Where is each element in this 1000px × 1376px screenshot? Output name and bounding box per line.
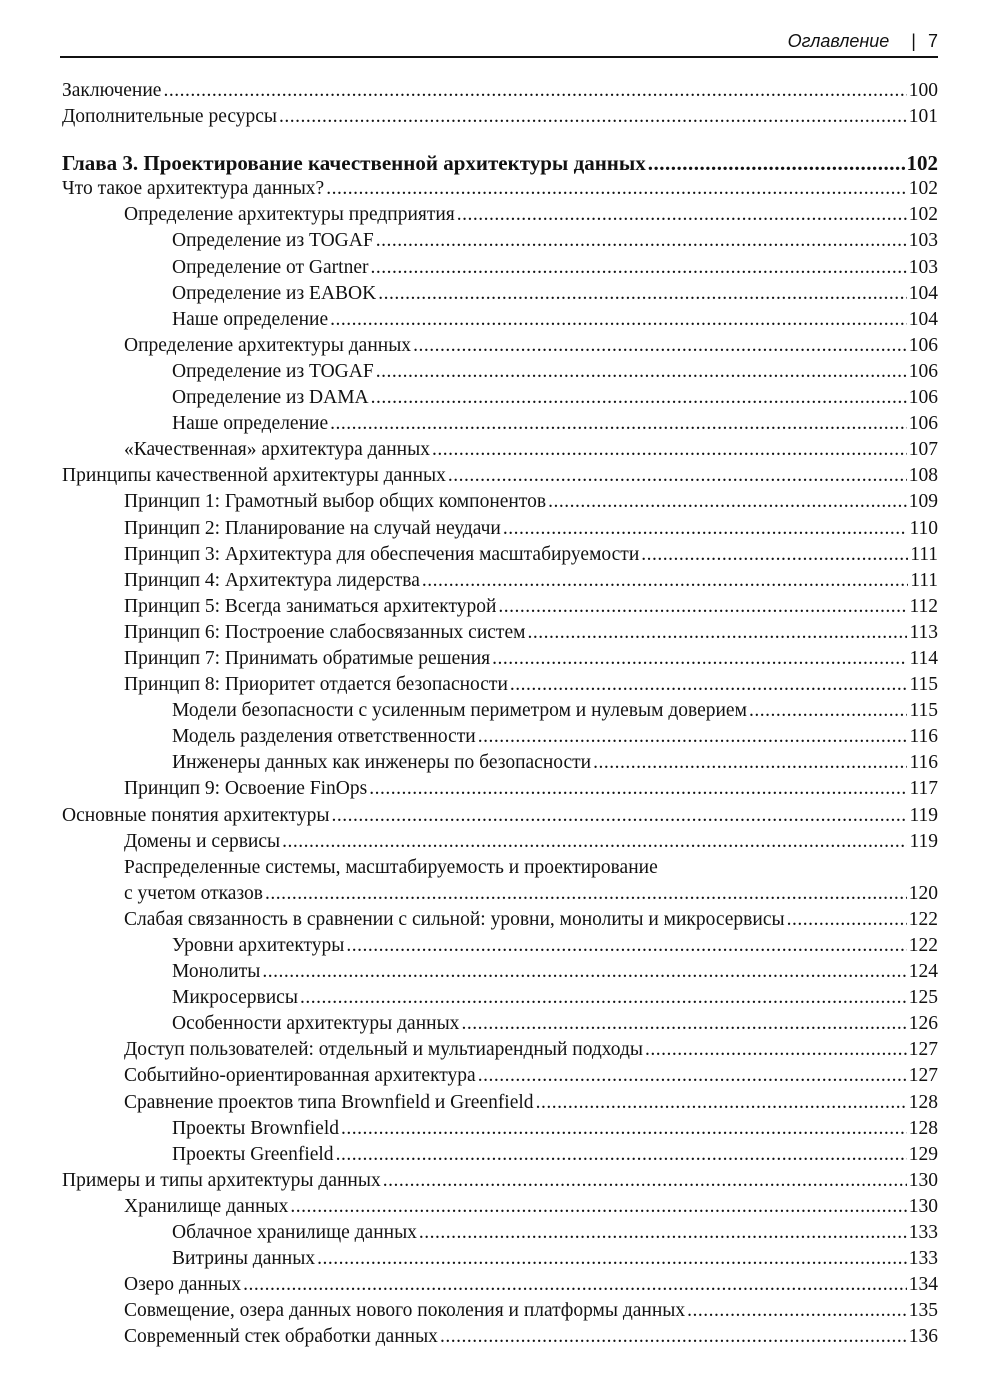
- toc-entry[interactable]: [62, 620, 938, 646]
- toc-entry-page: 117: [909, 778, 938, 800]
- toc-entry-page: 116: [909, 726, 938, 748]
- toc-entry[interactable]: [62, 1220, 938, 1246]
- toc-entry[interactable]: [62, 698, 938, 724]
- toc-entry-title: Инженеры данных как инженеры по безопасности: [172, 752, 592, 774]
- dot-leader: [370, 255, 906, 281]
- dot-leader: [787, 907, 907, 933]
- toc-entry-page: 100: [908, 80, 938, 101]
- dot-leader: [641, 542, 908, 568]
- toc-entry[interactable]: [62, 1011, 938, 1037]
- dot-leader: [492, 646, 907, 672]
- toc-entry[interactable]: [62, 104, 938, 130]
- toc-entry-title: Основные понятия архитектуры: [62, 804, 330, 826]
- toc-entry-page: 102: [906, 151, 938, 176]
- toc-entry-page: 130: [908, 1195, 938, 1217]
- toc-entry-title: Особенности архитектуры данных: [172, 1013, 460, 1035]
- table-of-contents: [62, 78, 938, 1351]
- toc-entry[interactable]: [62, 463, 938, 489]
- toc-entry-title: Что такое архитектура данных?: [62, 178, 325, 200]
- dot-leader: [346, 933, 906, 959]
- toc-entry-page: 101: [908, 106, 938, 128]
- toc-entry-page: 114: [909, 647, 938, 669]
- toc-entry[interactable]: [62, 437, 938, 463]
- toc-entry-title: Принцип 4: Архитектура лидерства: [124, 569, 420, 591]
- toc-entry[interactable]: [62, 516, 938, 542]
- toc-entry-page: 103: [908, 256, 938, 278]
- dot-leader: [317, 1246, 907, 1272]
- toc-entry-title: Принцип 2: Планирование на случай неудачи: [124, 517, 501, 539]
- toc-entry-title: Принцип 7: Принимать обратимые решения: [124, 647, 491, 669]
- toc-entry-title: Хранилище данных: [124, 1195, 289, 1217]
- dot-leader: [163, 78, 906, 104]
- toc-entry[interactable]: [62, 385, 938, 411]
- dot-leader: [432, 437, 907, 463]
- toc-entry[interactable]: [62, 985, 938, 1011]
- toc-entry[interactable]: [62, 202, 938, 228]
- toc-entry[interactable]: [62, 255, 938, 281]
- toc-entry-page: 122: [908, 935, 938, 956]
- toc-entry-title: Наше определение: [172, 413, 329, 435]
- toc-chapter-entry[interactable]: [62, 150, 938, 176]
- toc-entry-page: 133: [908, 1248, 938, 1270]
- toc-entry-title: Принцип 8: Приоритет отдается безопасности: [124, 674, 508, 696]
- toc-entry-title: Принцип 6: Построение слабосвязанных систем: [124, 621, 526, 643]
- dot-leader: [376, 228, 907, 254]
- toc-entry-page: 106: [908, 360, 938, 382]
- dot-leader: [593, 750, 907, 776]
- toc-entry[interactable]: [62, 829, 938, 855]
- toc-entry[interactable]: [62, 1142, 938, 1168]
- toc-entry-page: 109: [908, 491, 938, 513]
- page-number: 7: [927, 31, 938, 51]
- toc-entry-title: «Качественная» архитектура данных: [124, 439, 430, 461]
- toc-entry[interactable]: [62, 672, 938, 698]
- toc-entry[interactable]: [62, 881, 938, 907]
- toc-entry-title: Уровни архитектуры: [172, 935, 345, 956]
- dot-leader: [440, 1324, 907, 1350]
- toc-entry-page: 111: [910, 569, 938, 591]
- toc-entry-title: Микросервисы: [172, 987, 298, 1009]
- toc-entry-page: 111: [910, 543, 938, 565]
- toc-entry-page: 125: [908, 987, 938, 1009]
- dot-leader: [383, 1168, 907, 1194]
- dot-leader: [262, 959, 906, 985]
- dot-leader: [341, 1116, 907, 1142]
- toc-entry[interactable]: [62, 1037, 938, 1063]
- section-title: Оглавление: [787, 31, 890, 51]
- toc-entry[interactable]: [62, 1063, 938, 1089]
- toc-entry-page: 127: [908, 1039, 938, 1061]
- toc-entry-page: 127: [908, 1065, 938, 1087]
- toc-entry-title: Слабая связанность в сравнении с сильной: уровни, монолиты и микросервисы: [124, 908, 785, 930]
- toc-entry-title: Модель разделения ответственности: [172, 726, 476, 748]
- toc-entry[interactable]: [62, 594, 938, 620]
- header-separator: |: [911, 31, 916, 51]
- toc-entry-title: Принцип 5: Всегда заниматься архитектурой: [124, 595, 497, 617]
- dot-leader: [279, 104, 907, 130]
- dot-leader: [330, 411, 907, 437]
- toc-entry-page: 136: [908, 1326, 938, 1348]
- toc-entry-page: 104: [908, 282, 938, 304]
- dot-leader: [645, 1037, 907, 1063]
- dot-leader: [369, 776, 907, 802]
- toc-entry[interactable]: [62, 281, 938, 307]
- toc-entry[interactable]: [62, 78, 938, 104]
- toc-entry-page: 113: [909, 621, 938, 643]
- toc-entry-title: с учетом отказов: [124, 882, 263, 904]
- dot-leader: [265, 881, 907, 907]
- toc-entry-title: Модели безопасности с усиленным периметром и нулевым доверием: [172, 700, 747, 722]
- toc-entry[interactable]: [62, 359, 938, 385]
- toc-entry-page: 115: [909, 674, 938, 696]
- dot-leader: [282, 829, 907, 855]
- dot-leader: [498, 594, 907, 620]
- toc-entry-page: 130: [908, 1169, 938, 1191]
- toc-entry-page: 133: [908, 1222, 938, 1244]
- toc-entry-page: 106: [908, 334, 938, 356]
- toc-entry[interactable]: [62, 907, 938, 933]
- toc-entry-page: 116: [909, 752, 938, 774]
- toc-entry[interactable]: [62, 750, 938, 776]
- toc-entry-title: Примеры и типы архитектуры данных: [62, 1169, 381, 1191]
- dot-leader: [336, 1142, 907, 1168]
- toc-entry-page: 107: [908, 439, 938, 461]
- toc-entry-page: 104: [908, 308, 938, 330]
- dot-leader: [687, 1298, 907, 1324]
- toc-entry-title: Распределенные системы, масштабируемость и проектирование: [124, 856, 658, 878]
- toc-entry-title: Определение из EABOK: [172, 282, 377, 304]
- toc-entry-title: Определение архитектуры предприятия: [124, 204, 455, 226]
- toc-entry-page: 115: [909, 700, 938, 722]
- toc-entry[interactable]: [62, 1298, 938, 1324]
- toc-entry-page: 122: [908, 908, 938, 930]
- toc-entry[interactable]: [62, 176, 938, 202]
- toc-entry[interactable]: [62, 228, 938, 254]
- toc-entry-page: 129: [908, 1143, 938, 1165]
- toc-entry-title: Событийно-ориентированная архитектура: [124, 1065, 476, 1087]
- toc-entry-page: 119: [909, 830, 938, 852]
- dot-leader: [461, 1011, 906, 1037]
- dot-leader: [378, 281, 907, 307]
- dot-leader: [448, 463, 907, 489]
- dot-leader: [478, 724, 908, 750]
- toc-entry-page: 128: [908, 1091, 938, 1113]
- dot-leader: [457, 202, 907, 228]
- dot-leader: [510, 672, 908, 698]
- toc-entry-page: 110: [909, 517, 938, 539]
- toc-entry-page: 119: [909, 804, 938, 826]
- toc-entry-title: Наше определение: [172, 308, 329, 330]
- dot-leader: [536, 1090, 907, 1116]
- dot-leader: [422, 568, 908, 594]
- toc-entry[interactable]: [62, 855, 938, 881]
- toc-entry[interactable]: [62, 1116, 938, 1142]
- toc-entry[interactable]: [62, 411, 938, 437]
- toc-entry[interactable]: [62, 724, 938, 750]
- toc-entry-title: Дополнительные ресурсы: [62, 106, 277, 128]
- toc-entry-title: Определение из TOGAF: [172, 360, 374, 382]
- toc-entry-title: Принцип 1: Грамотный выбор общих компонентов: [124, 491, 547, 513]
- toc-entry[interactable]: [62, 1272, 938, 1298]
- toc-entry-title: Определение от Gartner: [172, 256, 369, 278]
- toc-entry[interactable]: [62, 646, 938, 672]
- toc-entry[interactable]: [62, 489, 938, 515]
- toc-entry-title: Озеро данных: [124, 1274, 242, 1296]
- section-gap: [62, 130, 938, 150]
- dot-leader: [330, 307, 907, 333]
- toc-entry[interactable]: [62, 1090, 938, 1116]
- dot-leader: [331, 803, 907, 829]
- toc-entry-title: Определение из TOGAF: [172, 230, 374, 252]
- toc-entry-page: 126: [908, 1013, 938, 1035]
- toc-entry-page: 102: [908, 204, 938, 226]
- toc-entry-page: 120: [908, 882, 938, 904]
- toc-entry-title: Заключение: [62, 80, 162, 101]
- toc-entry-title: Определение архитектуры данных: [124, 334, 412, 356]
- dot-leader: [548, 489, 907, 515]
- dot-leader: [503, 516, 908, 542]
- toc-entry-title: Совмещение, озера данных нового поколения и платформы данных: [124, 1300, 686, 1322]
- toc-entry-page: 128: [908, 1117, 938, 1139]
- dot-leader: [243, 1272, 907, 1298]
- toc-entry[interactable]: [62, 803, 938, 829]
- toc-entry-title: Проекты Brownfield: [172, 1117, 340, 1139]
- running-header: [60, 26, 938, 58]
- toc-entry[interactable]: [62, 933, 938, 959]
- toc-entry-title: Витрины данных: [172, 1248, 316, 1270]
- toc-entry[interactable]: [62, 959, 938, 985]
- dot-leader: [290, 1194, 906, 1220]
- dot-leader: [419, 1220, 907, 1246]
- toc-entry-page: 106: [908, 413, 938, 435]
- dot-leader: [478, 1063, 907, 1089]
- toc-entry-title: Сравнение проектов типа Brownfield и Greenfield: [124, 1091, 534, 1113]
- toc-entry-page: 124: [908, 961, 938, 983]
- toc-entry[interactable]: [62, 1194, 938, 1220]
- toc-entry[interactable]: [62, 1168, 938, 1194]
- toc-entry-page: 108: [908, 465, 938, 487]
- toc-entry-page: 106: [908, 387, 938, 409]
- toc-entry[interactable]: [62, 568, 938, 594]
- toc-entry-title: Принципы качественной архитектуры данных: [62, 465, 446, 487]
- toc-entry[interactable]: [62, 1324, 938, 1350]
- toc-entry-title: Определение из DAMA: [172, 387, 369, 409]
- dot-leader: [326, 176, 907, 202]
- toc-entry-title: Облачное хранилище данных: [172, 1222, 417, 1244]
- toc-entry-page: 135: [908, 1300, 938, 1322]
- dot-leader: [371, 385, 907, 411]
- toc-entry-page: 102: [908, 178, 938, 200]
- toc-entry[interactable]: [62, 307, 938, 333]
- toc-entry[interactable]: [62, 776, 938, 802]
- toc-entry[interactable]: [62, 333, 938, 359]
- dot-leader: [527, 620, 907, 646]
- toc-entry-title: Принцип 3: Архитектура для обеспечения масштабируемости: [124, 543, 640, 565]
- dot-leader: [413, 333, 907, 359]
- toc-entry-title: Проекты Greenfield: [172, 1143, 334, 1165]
- toc-entry-title: Глава 3. Проектирование качественной архитектуры данных: [62, 151, 646, 176]
- dot-leader: [648, 150, 905, 176]
- toc-entry[interactable]: [62, 542, 938, 568]
- toc-entry[interactable]: [62, 1246, 938, 1272]
- toc-entry-title: Домены и сервисы: [124, 830, 281, 852]
- dot-leader: [300, 985, 907, 1011]
- toc-entry-page: 134: [908, 1274, 938, 1296]
- toc-entry-title: Монолиты: [172, 961, 261, 983]
- toc-entry-title: Современный стек обработки данных: [124, 1326, 438, 1348]
- toc-entry-page: 103: [908, 230, 938, 252]
- toc-entry-title: Принцип 9: Освоение FinOps: [124, 778, 368, 800]
- dot-leader: [376, 359, 907, 385]
- toc-entry-page: 112: [909, 595, 938, 617]
- toc-entry-title: Доступ пользователей: отдельный и мультиарендный подходы: [124, 1039, 644, 1061]
- dot-leader: [749, 698, 908, 724]
